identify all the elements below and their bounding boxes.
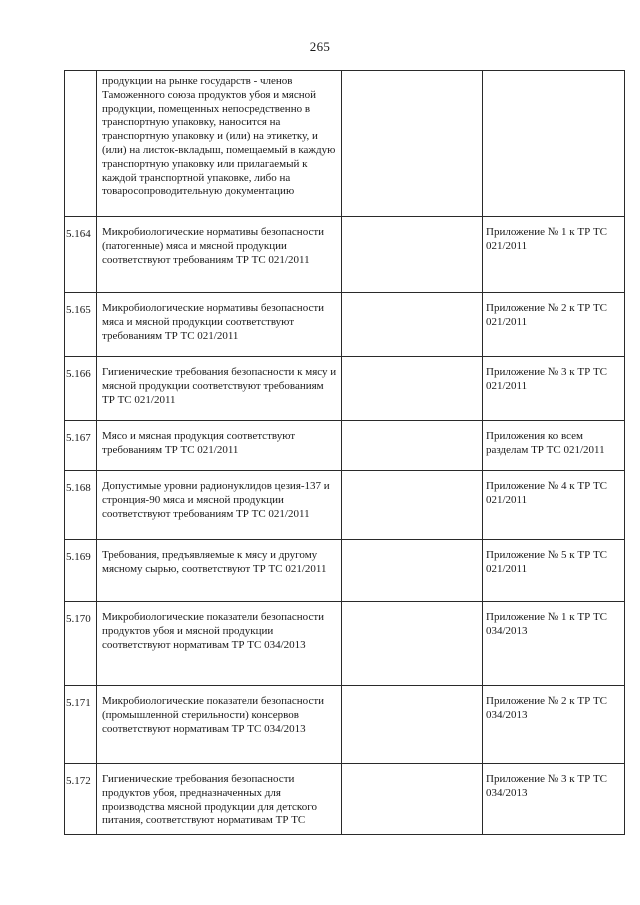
table-row [65,71,625,217]
requirement-text: Мясо и мясная продукция соответствуют требованиям ТР ТС 021/2011 [102,430,296,456]
middle-cell [342,540,483,602]
table-row [65,471,625,540]
reference-cell [483,293,625,357]
middle-cell [342,471,483,540]
reference-text: Приложение № 3 к ТР ТС 034/2013 [486,773,608,799]
row-number: 5.170 [66,613,91,625]
middle-cell [342,357,483,421]
reference-cell [483,217,625,293]
row-number-cell [65,217,97,293]
requirement-cell [97,71,342,217]
middle-cell [342,217,483,293]
row-number [65,71,96,75]
reference-cell [483,764,625,835]
reference-text: Приложение № 5 к ТР ТС 021/2011 [486,549,608,575]
reference-text: Приложение № 1 к ТР ТС 034/2013 [486,611,608,637]
reference-text: Приложение № 2 к ТР ТС 034/2013 [486,695,608,721]
row-number-cell [65,686,97,764]
row-number: 5.172 [66,775,91,787]
reference-cell [483,357,625,421]
requirement-text: Гигиенические требования безопасности продуктов убоя, предназначенных для производства мясной продукции для детского питания, соответствуют нормативам ТР ТС [102,773,317,827]
reference-cell [483,540,625,602]
requirement-cell [97,471,342,540]
requirement-text: Микробиологические показатели безопасности продуктов убоя и мясной продукции соответствуют нормативам ТР ТС 034/2013 [102,611,325,651]
reference-cell [483,71,625,217]
requirement-text: продукции на рынке государств - членов Таможенного союза продуктов убоя и мясной продукции, помещенных непосредственно в транспортную упаковку, наносится на транспортную упаковку и (или) на этикетку, и (или) на листок-вкладыш, помещаемый в каждую транспортную упаковку или прилагаемый к каждой транспортной упаковке, либо на товаросопроводительную документацию [102,75,336,198]
requirement-text: Микробиологические нормативы безопасности (патогенные) мяса и мясной продукции соответствуют требованиям ТР ТС 021/2011 [102,226,325,266]
reference-cell [483,421,625,471]
requirement-text: Гигиенические требования безопасности к мясу и мясной продукции соответствуют требованиям ТР ТС 021/2011 [102,366,337,406]
table-row [65,357,625,421]
requirement-cell [97,540,342,602]
reference-text: Приложение № 1 к ТР ТС 021/2011 [486,226,608,252]
row-number-cell [65,764,97,835]
row-number-cell [65,71,97,217]
row-number-cell [65,540,97,602]
reference-cell [483,471,625,540]
row-number-cell [65,293,97,357]
table-row [65,686,625,764]
reference-cell [483,686,625,764]
row-number: 5.171 [66,697,91,709]
table-row [65,217,625,293]
requirement-text: Микробиологические нормативы безопасности мяса и мясной продукции соответствуют требованиям ТР ТС 021/2011 [102,302,325,342]
requirement-text: Требования, предъявляемые к мясу и другому мясному сырью, соответствуют ТР ТС 021/2011 [102,549,327,575]
requirement-cell [97,764,342,835]
row-number-cell [65,602,97,686]
middle-cell [342,293,483,357]
requirement-cell [97,421,342,471]
row-number: 5.169 [66,551,91,563]
table-row [65,764,625,835]
requirement-cell [97,602,342,686]
table-row [65,540,625,602]
row-number: 5.168 [66,482,91,494]
row-number-cell [65,421,97,471]
row-number-cell [65,357,97,421]
row-number: 5.164 [66,228,91,240]
table-row [65,293,625,357]
page-number: 265 [309,39,331,54]
middle-cell [342,602,483,686]
middle-cell [342,421,483,471]
table-row [65,421,625,471]
row-number: 5.166 [66,368,91,380]
reference-text: Приложение № 3 к ТР ТС 021/2011 [486,366,608,392]
reference-cell [483,602,625,686]
requirement-text: Микробиологические показатели безопасности (промышленной стерильности) консервов соответствуют нормативам ТР ТС 034/2013 [102,695,325,735]
middle-cell [342,764,483,835]
reference-text [483,71,624,80]
requirements-table [64,70,625,835]
middle-cell [342,686,483,764]
requirement-cell [97,357,342,421]
requirement-text: Допустимые уровни радионуклидов цезия-137 и стронция-90 мяса и мясной продукции соответствуют требованиям ТР ТС 021/2011 [102,480,330,520]
requirement-cell [97,293,342,357]
reference-text: Приложения ко всем разделам ТР ТС 021/2011 [486,430,605,456]
row-number-cell [65,471,97,540]
row-number: 5.167 [66,432,91,444]
table-row [65,602,625,686]
middle-cell [342,71,483,217]
requirement-cell [97,686,342,764]
reference-text: Приложение № 4 к ТР ТС 021/2011 [486,480,608,506]
requirement-cell [97,217,342,293]
reference-text: Приложение № 2 к ТР ТС 021/2011 [486,302,608,328]
row-number: 5.165 [66,304,91,316]
